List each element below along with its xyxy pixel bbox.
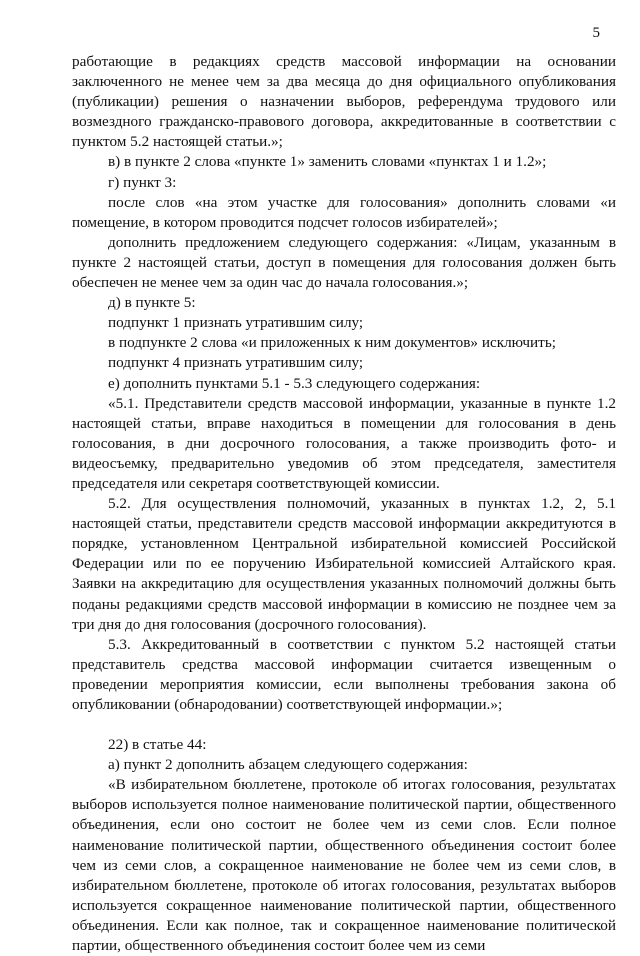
paragraph-5-1: «5.1. Представители средств массовой информации, указанные в пункте 1.2 настоящей статьи, вправе находиться в помещении для голосования в день голосования, в дни досрочного голосования, а также производить фото- и видеосъемку, предварительно уведомив об этом председателя, заместителя председателя или секретаря соответствующей комиссии.: [72, 394, 616, 492]
paragraph-44-a-text: «В избирательном бюллетене, протоколе об итогах голосования, результатах выборов используется полное наименование политической партии, общественного объединения, если оно состоит не более чем из семи слов. Если полное наименование политической партии, общественного объединения состоит более чем из семи слов, а сокращенное наименование не более чем из семи слов, в избирательном бюллетене, протоколе об итогах голосования, результатах выборов используется сокращенное наименование политической партии, общественного объединения. Если как полное, так и сокращенное наименование политической партии, общественного объединения состоит более чем из семи: [72, 776, 616, 955]
paragraph-item-d: д) в пункте 5:: [108, 294, 196, 312]
paragraph-44-a: а) пункт 2 дополнить абзацем следующего содержания:: [108, 756, 468, 774]
paragraph-article-44: 22) в статье 44:: [108, 736, 207, 754]
paragraph-5-3: 5.3. Аккредитованный в соответствии с пунктом 5.2 настоящей статьи представитель средства массовой информации считается извещенным о проведении мероприятия комиссии, если выполнены требования закона об опубликовании (обнародовании) соответствующей информации.»;: [72, 635, 616, 713]
paragraph-d-3: подпункт 4 признать утратившим силу;: [108, 354, 364, 372]
paragraph-5-2: 5.2. Для осуществления полномочий, указанных в пунктах 1.2, 2, 5.1 настоящей статьи, представители средств массовой информации аккредитуются в порядке, установленном Центральной избирательной комиссией Российской Федерации или по ее поручению Избирательной комиссией Алтайского края. Заявки на аккредитацию для осуществления указанных полномочий должны быть поданы редакциями средств массовой информации в комиссию не позднее чем за три дня до дня голосования (досрочного голосования).: [72, 495, 616, 633]
paragraph-d-1: подпункт 1 признать утратившим силу;: [108, 314, 364, 332]
paragraph-item-v: в) в пункте 2 слова «пункте 1» заменить словами «пунктах 1 и 1.2»;: [108, 153, 547, 171]
page-number: 5: [592, 25, 600, 41]
paragraph-item-e: е) дополнить пунктами 5.1 - 5.3 следующего содержания:: [108, 374, 481, 392]
paragraph-item-g: г) пункт 3:: [108, 173, 177, 191]
paragraph-continuation: работающие в редакциях средств массовой информации на основании заключенного не менее чем за два месяца до дня официального опубликования (публикации) решения о назначении выборов, референдума трудового или возмездного гражданско-правового договора, аккредитованные в соответствии с пунктом 5.2 настоящей статьи.»;: [72, 53, 616, 151]
document-body: [72, 52, 616, 956]
paragraph-g-2: дополнить предложением следующего содержания: «Лицам, указанным в пункте 2 настоящей статьи, доступ в помещения для голосования должен быть обеспечен не менее чем за один час до начала голосования.»;: [72, 233, 616, 292]
paragraph-g-1: после слов «на этом участке для голосования» дополнить словами «и помещение, в котором проводится подсчет голосов избирателей»;: [72, 193, 616, 231]
paragraph-d-2: в подпункте 2 слова «и приложенных к ним документов» исключить;: [108, 334, 556, 352]
